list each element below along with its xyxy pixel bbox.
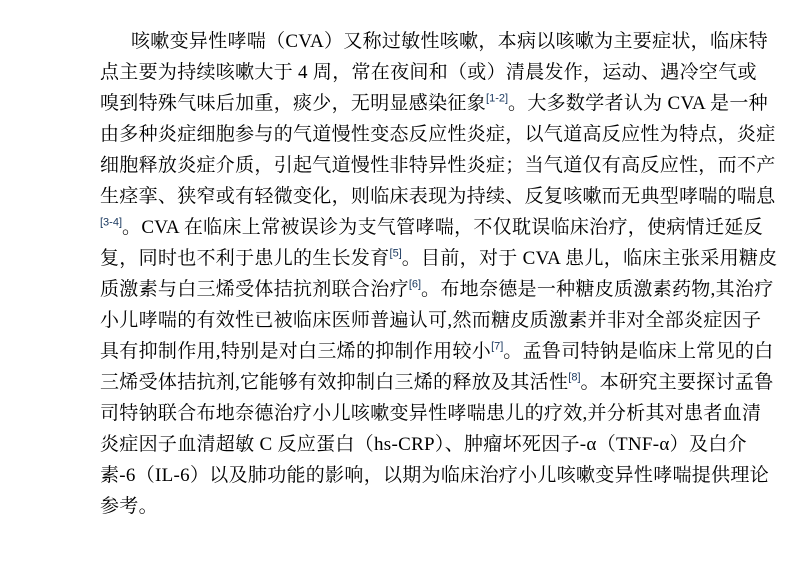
- text-run: 质激素与白三烯受体拮抗剂联合治疗: [100, 279, 409, 300]
- text-line: [100, 26, 768, 57]
- text-run: 小儿哮喘的有效性已被临床医师普遍认可,然而糖皮质激素并非对全部炎症因子: [100, 310, 762, 331]
- citation-superscript: [6]: [408, 278, 422, 291]
- text-line: [100, 88, 768, 119]
- text-run: 点主要为持续咳嗽大于 4 周，常在夜间和（或）清晨发作，运动、遇冷空气或: [100, 62, 757, 83]
- citation-superscript: [1-2]: [486, 92, 509, 105]
- text-line: [100, 491, 752, 522]
- text-run: 三烯受体拮抗剂,它能够有效抑制白三烯的释放及其活性: [100, 372, 569, 393]
- text-line: [100, 212, 763, 243]
- text-line: [100, 429, 752, 460]
- text-line: [100, 274, 774, 305]
- citation-superscript: [5]: [389, 247, 402, 260]
- text-run: 嗅到特殊气味后加重，痰少，无明显感染征象: [100, 93, 487, 114]
- text-run: 素-6（IL-6）以及肺功能的影响，以期为临床治疗小儿咳嗽变异性哮喘提供理论: [100, 465, 769, 486]
- text-line: [100, 150, 776, 181]
- text-line: [100, 181, 776, 212]
- text-run: 。CVA 在临床上常被误诊为支气管哮喘，不仅耽误临床治疗，使病情迁延反: [122, 217, 763, 238]
- text-line: [100, 367, 774, 398]
- text-run: 。大多数学者认为 CVA 是一种: [508, 93, 768, 114]
- text-run: 炎症因子血清超敏 C 反应蛋白（hs-CRP）、肿瘤坏死因子-α（TNF-α）及白介: [100, 434, 747, 455]
- text-line: [100, 305, 762, 336]
- text-line: [100, 336, 774, 367]
- text-run: 。布地奈德是一种糖皮质激素药物,其治疗: [421, 279, 774, 300]
- text-line: [100, 398, 762, 429]
- text-run: 复，同时也不利于患儿的生长发育: [100, 248, 390, 269]
- text-run: 咳嗽变异性哮喘（CVA）又称过敏性咳嗽，本病以咳嗽为主要症状，临床特: [131, 31, 768, 52]
- citation-superscript: [7]: [491, 340, 504, 353]
- text-run: 。孟鲁司特钠是临床上常见的白: [503, 341, 774, 362]
- citation-superscript: [8]: [568, 371, 581, 384]
- paragraph-cva-introduction: [100, 26, 778, 522]
- text-run: 具有抑制作用,特别是对白三烯的抑制作用较小: [100, 341, 492, 362]
- text-run: 。本研究主要探讨孟鲁: [580, 372, 774, 393]
- text-run: 参考。: [100, 496, 158, 517]
- text-line: [100, 57, 757, 88]
- text-run: 由多种炎症细胞参与的气道慢性变态反应性炎症，以气道高反应性为特点，炎症: [100, 124, 776, 145]
- text-line: [100, 119, 776, 150]
- text-run: 细胞释放炎症介质，引起气道慢性非特异性炎症；当气道仅有高反应性，而不产: [100, 155, 776, 176]
- text-run: 生痉挛、狭窄或有轻微变化，则临床表现为持续、反复咳嗽而无典型哮喘的喘息: [100, 186, 776, 207]
- text-run: 。目前，对于 CVA 患儿，临床主张采用糖皮: [401, 248, 778, 269]
- text-line: [100, 243, 778, 274]
- text-run: 司特钠联合布地奈德治疗小儿咳嗽变异性哮喘患儿的疗效,并分析其对患者血清: [100, 403, 762, 424]
- citation-superscript: [3-4]: [100, 216, 123, 229]
- text-line: [100, 460, 769, 491]
